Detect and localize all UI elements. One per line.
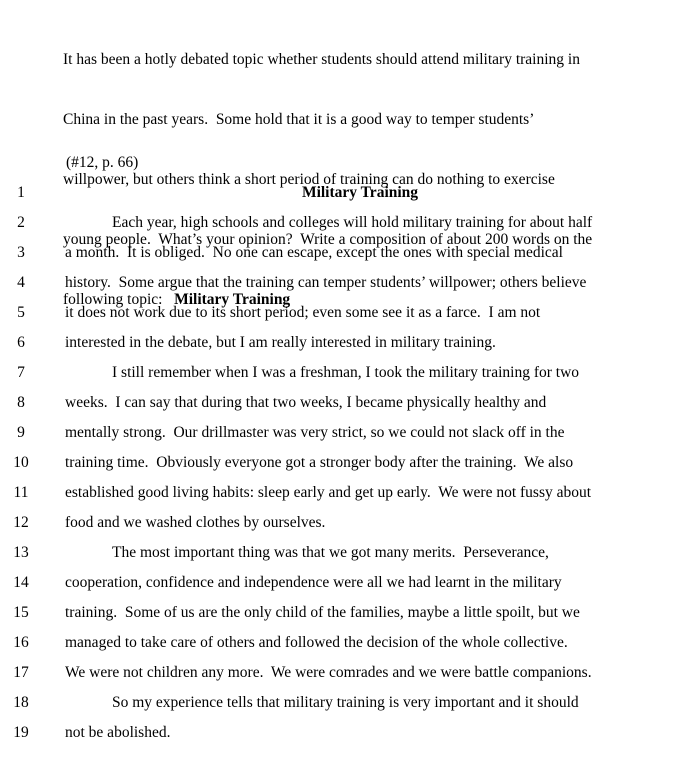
- essay-line: [0, 513, 680, 535]
- line-number: 9: [17, 424, 25, 441]
- essay-line: [0, 603, 680, 625]
- line-number: 17: [13, 664, 29, 681]
- essay-line: [0, 303, 680, 325]
- prompt-line: It has been a hotly debated topic whether students should attend military training in: [63, 51, 580, 68]
- line-text: a month. It is obliged. No one can escape, except the ones with special medical: [65, 244, 563, 261]
- essay-line: [0, 693, 680, 715]
- line-number: 16: [13, 634, 29, 651]
- line-text: it does not work due to its short period; even some see it as a farce. I am not: [65, 304, 541, 321]
- line-number: 18: [13, 694, 29, 711]
- line-number: 2: [17, 214, 25, 231]
- line-number: 10: [13, 454, 29, 471]
- essay-line: [0, 243, 680, 265]
- line-text: mentally strong. Our drillmaster was very strict, so we could not slack off in the: [65, 424, 565, 441]
- line-text: training. Some of us are the only child of the families, maybe a little spoilt, but we: [65, 604, 580, 621]
- line-number: 7: [17, 364, 25, 381]
- line-number: 6: [17, 334, 25, 351]
- line-number: 13: [13, 544, 29, 561]
- essay-line: [0, 363, 680, 385]
- prompt-topic-title: Military Training: [174, 291, 291, 308]
- line-text: interested in the debate, but I am really interested in military training.: [65, 334, 496, 351]
- source-reference: (#12, p. 66): [66, 154, 139, 171]
- line-text: Each year, high schools and colleges will hold military training for about half: [112, 214, 593, 231]
- essay-line: [0, 543, 680, 565]
- prompt-line: China in the past years. Some hold that it is a good way to temper students’: [63, 111, 535, 128]
- prompt-line: young people. What’s your opinion? Write a composition of about 200 words on the: [63, 231, 593, 248]
- essay-line: [0, 723, 680, 745]
- prompt-line: willpower, but others think a short period of training can do nothing to exercise: [63, 171, 555, 188]
- essay-line: [0, 453, 680, 475]
- line-number: 11: [13, 484, 29, 501]
- line-text: training time. Obviously everyone got a stronger body after the training. We also: [65, 454, 574, 471]
- essay-line: [0, 183, 680, 205]
- line-number: 8: [17, 394, 25, 411]
- line-text: managed to take care of others and followed the decision of the whole collective.: [65, 634, 568, 651]
- essay-line: [0, 213, 680, 235]
- line-text: history. Some argue that the training can temper students’ willpower; others believe: [65, 274, 587, 291]
- line-text: The most important thing was that we got many merits. Perseverance,: [112, 544, 549, 561]
- essay-line: [0, 393, 680, 415]
- essay-line: [0, 663, 680, 685]
- line-number: 1: [17, 184, 25, 201]
- essay-title-text: Military Training: [301, 184, 419, 201]
- line-text: weeks. I can say that during that two weeks, I became physically healthy and: [65, 394, 547, 411]
- line-text: I still remember when I was a freshman, I took the military training for two: [112, 364, 580, 381]
- line-text: We were not children any more. We were comrades and we were battle companions.: [65, 664, 592, 681]
- line-number: 5: [17, 304, 25, 321]
- essay-line: [0, 423, 680, 445]
- essay-line: [0, 573, 680, 595]
- line-number: 19: [13, 724, 29, 741]
- line-number: 15: [13, 604, 29, 621]
- line-text: cooperation, confidence and independence were all we had learnt in the military: [65, 574, 562, 591]
- line-text: food and we washed clothes by ourselves.: [65, 514, 326, 531]
- line-number: 12: [13, 514, 29, 531]
- essay-line: [0, 273, 680, 295]
- essay-line: [0, 333, 680, 355]
- line-number: 4: [17, 274, 25, 291]
- prompt-topic-prefix: following topic:: [63, 291, 175, 308]
- essay-line: [0, 633, 680, 655]
- line-text: established good living habits: sleep early and get up early. We were not fussy about: [65, 484, 592, 501]
- line-number: 14: [13, 574, 29, 591]
- line-text: So my experience tells that military training is very important and it should: [112, 694, 579, 711]
- line-number: 3: [17, 244, 25, 261]
- line-text: not be abolished.: [65, 724, 171, 741]
- essay-line: [0, 483, 680, 505]
